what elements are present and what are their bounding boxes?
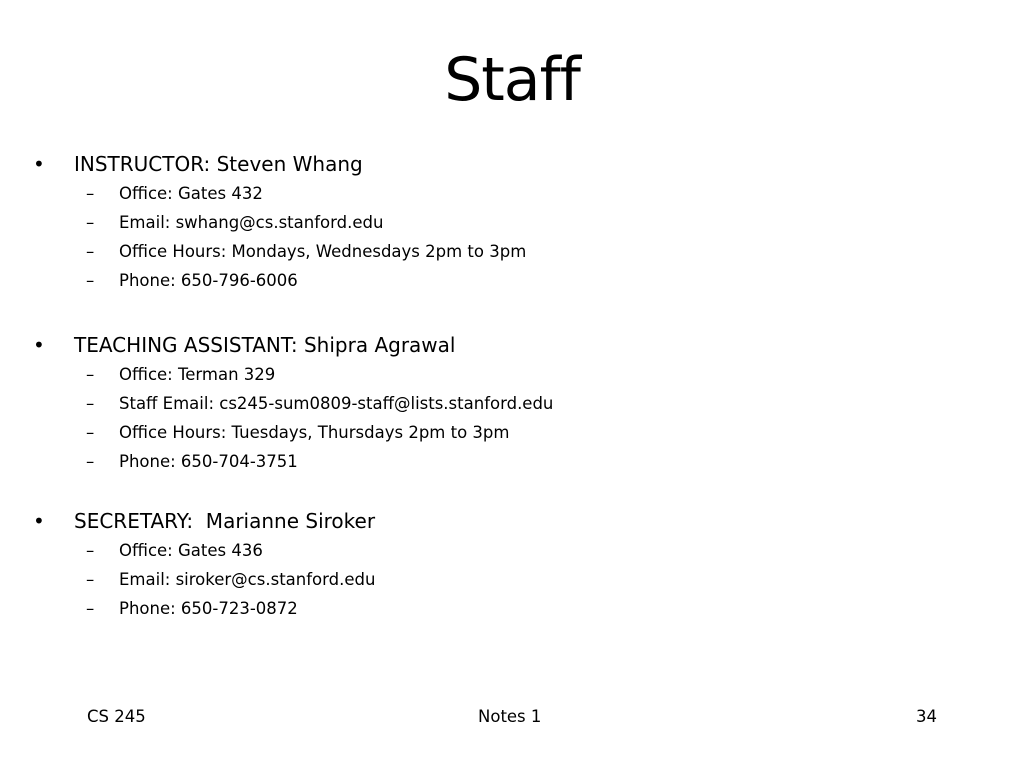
detail-item	[0, 418, 1024, 447]
detail-item	[0, 179, 1024, 208]
dash-icon: –	[86, 271, 95, 290]
detail-item	[0, 565, 1024, 594]
staff-section-instructor	[0, 149, 1024, 295]
bullet-icon: •	[33, 333, 45, 357]
slide-title: Staff	[444, 45, 580, 115]
footer-page-number: 34	[916, 707, 937, 726]
detail-text: Office: Gates 432	[119, 184, 263, 203]
dash-icon: –	[86, 213, 95, 232]
section-heading: INSTRUCTOR: Steven Whang	[74, 152, 363, 176]
dash-icon: –	[86, 452, 95, 471]
staff-section-secretary	[0, 506, 1024, 623]
detail-item	[0, 389, 1024, 418]
detail-item	[0, 237, 1024, 266]
dash-icon: –	[86, 365, 95, 384]
section-heading: SECRETARY: Marianne Siroker	[74, 509, 376, 533]
detail-list	[0, 360, 1024, 476]
detail-text: Staff Email: cs245-sum0809-staff@lists.stanford.edu	[119, 394, 554, 413]
detail-text: Email: siroker@cs.stanford.edu	[119, 570, 376, 589]
detail-item	[0, 447, 1024, 476]
dash-icon: –	[86, 394, 95, 413]
section-heading-row	[0, 506, 1024, 536]
dash-icon: –	[86, 242, 95, 261]
detail-text: Phone: 650-723-0872	[119, 599, 298, 618]
dash-icon: –	[86, 570, 95, 589]
detail-text: Phone: 650-796-6006	[119, 271, 298, 290]
detail-text: Office: Terman 329	[119, 365, 276, 384]
dash-icon: –	[86, 423, 95, 442]
detail-item	[0, 594, 1024, 623]
dash-icon: –	[86, 599, 95, 618]
staff-section-teaching-assistant	[0, 330, 1024, 476]
detail-item	[0, 266, 1024, 295]
detail-item	[0, 208, 1024, 237]
detail-text: Office Hours: Mondays, Wednesdays 2pm to 3pm	[119, 242, 527, 261]
detail-text: Phone: 650-704-3751	[119, 452, 298, 471]
detail-item	[0, 360, 1024, 389]
detail-text: Office Hours: Tuesdays, Thursdays 2pm to 3pm	[119, 423, 510, 442]
section-heading-row	[0, 149, 1024, 179]
section-heading: TEACHING ASSISTANT: Shipra Agrawal	[74, 333, 456, 357]
dash-icon: –	[86, 184, 95, 203]
bullet-icon: •	[33, 509, 45, 533]
detail-list	[0, 536, 1024, 623]
bullet-icon: •	[33, 152, 45, 176]
section-heading-row	[0, 330, 1024, 360]
dash-icon: –	[86, 541, 95, 560]
detail-list	[0, 179, 1024, 295]
footer-course-label: CS 245	[87, 707, 146, 726]
detail-text: Email: swhang@cs.stanford.edu	[119, 213, 384, 232]
detail-text: Office: Gates 436	[119, 541, 263, 560]
detail-item	[0, 536, 1024, 565]
footer-notes-label: Notes 1	[478, 707, 542, 726]
